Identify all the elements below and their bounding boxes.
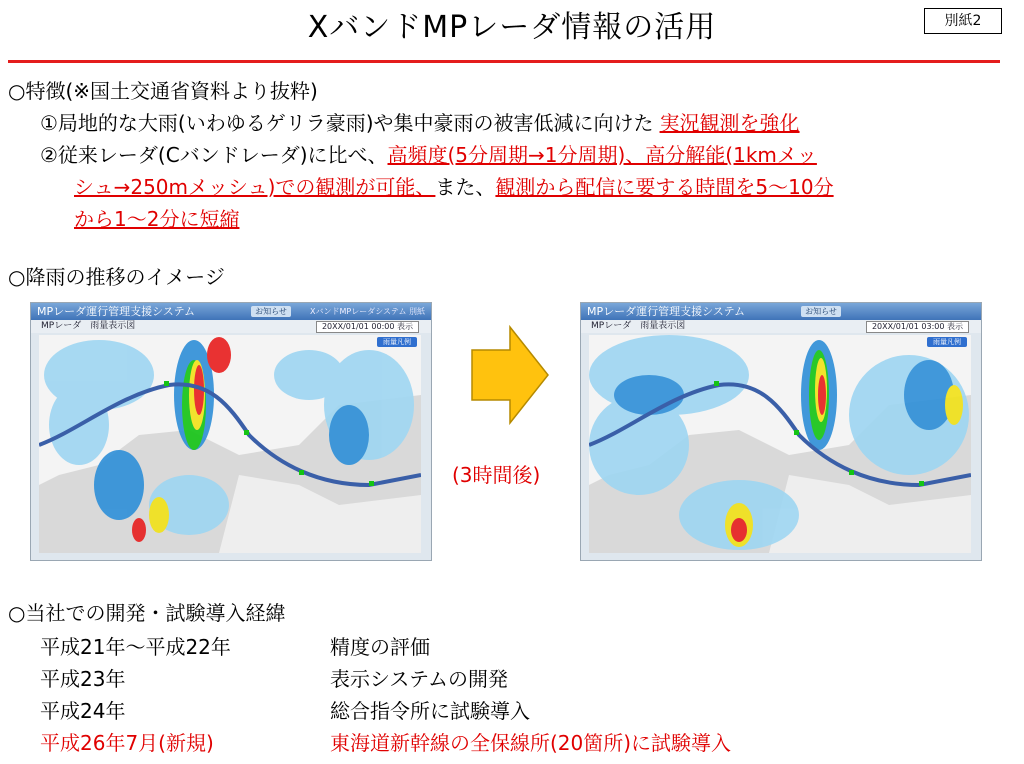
radar-map (589, 335, 971, 553)
radar-map-graphic (39, 335, 421, 553)
feature-item-2-middle: また、 (435, 175, 496, 199)
radar-subheader (31, 320, 431, 333)
radar-window-title: MPレーダ運行管理支援システム (37, 305, 196, 318)
feature-item-2-text: ②従来レーダ(Cバンドレーダ)に比べ、 (40, 143, 388, 167)
feature-item-2-highlight-c: 観測から配信に要する時間を5～10分 (495, 175, 834, 199)
feature-item-1 (40, 110, 800, 136)
rain-legend-button[interactable]: 雨量凡例 (927, 337, 967, 347)
time-arrow-icon (470, 325, 550, 425)
notice-button[interactable]: お知らせ (801, 306, 841, 317)
history-row-period: 平成23年 (40, 667, 126, 691)
feature-item-2-line2 (74, 174, 834, 200)
radar-time-display: 20XX/01/01 00:00 表示 (316, 321, 419, 333)
history-row-event: 表示システムの開発 (330, 667, 508, 691)
radar-time-display: 20XX/01/01 03:00 表示 (866, 321, 969, 333)
radar-screenshot-after (580, 302, 982, 561)
features-heading: ○特徴(※国土交通省資料より抜粋) (8, 79, 318, 103)
time-elapsed-label: (3時間後) (452, 463, 541, 487)
history-heading: ○当社での開発・試験導入経緯 (8, 601, 286, 625)
feature-item-2-highlight-a: 高頻度(5分周期→1分周期)、高分解能(1kmメッ (387, 143, 817, 167)
page-title: XバンドMPレーダ情報の活用 (307, 10, 717, 45)
feature-item-2-line3 (74, 206, 239, 232)
title-underline (8, 60, 1000, 63)
history-row-event: 総合指令所に試験導入 (330, 699, 530, 723)
radar-window-meta: XバンドMPレーダシステム 別紙 (310, 307, 425, 316)
feature-item-2-highlight-d: から1～2分に短縮 (74, 207, 240, 231)
rain-heading: ○降雨の推移のイメージ (8, 265, 225, 289)
radar-subheader (581, 320, 981, 333)
history-row-event: 精度の評価 (330, 635, 430, 659)
history-row-period: 平成24年 (40, 699, 126, 723)
radar-window-title: MPレーダ運行管理支援システム (587, 305, 746, 318)
radar-map-graphic (589, 335, 971, 553)
radar-view-name: MPレーダ 雨量表示図 (41, 321, 136, 331)
feature-item-1-highlight: 実況観測を強化 (659, 111, 800, 135)
history-row-period-new: 平成26年7月(新規) (40, 731, 214, 755)
attachment-badge: 別紙2 (924, 8, 1002, 34)
rain-legend-button[interactable]: 雨量凡例 (377, 337, 417, 347)
radar-window-titlebar (31, 303, 431, 320)
history-row-event-new: 東海道新幹線の全保線所(20箇所)に試験導入 (330, 731, 732, 755)
feature-item-2-line1 (40, 142, 817, 168)
radar-screenshot-before (30, 302, 432, 561)
notice-button[interactable]: お知らせ (251, 306, 291, 317)
radar-map (39, 335, 421, 553)
history-row-period: 平成21年～平成22年 (40, 635, 231, 659)
feature-item-2-highlight-b: シュ→250mメッシュ)での観測が可能、 (74, 175, 436, 199)
radar-window-titlebar (581, 303, 981, 320)
feature-item-1-text: ①局地的な大雨(いわゆるゲリラ豪雨)や集中豪雨の被害低減に向けた (40, 111, 654, 135)
radar-view-name: MPレーダ 雨量表示図 (591, 321, 686, 331)
